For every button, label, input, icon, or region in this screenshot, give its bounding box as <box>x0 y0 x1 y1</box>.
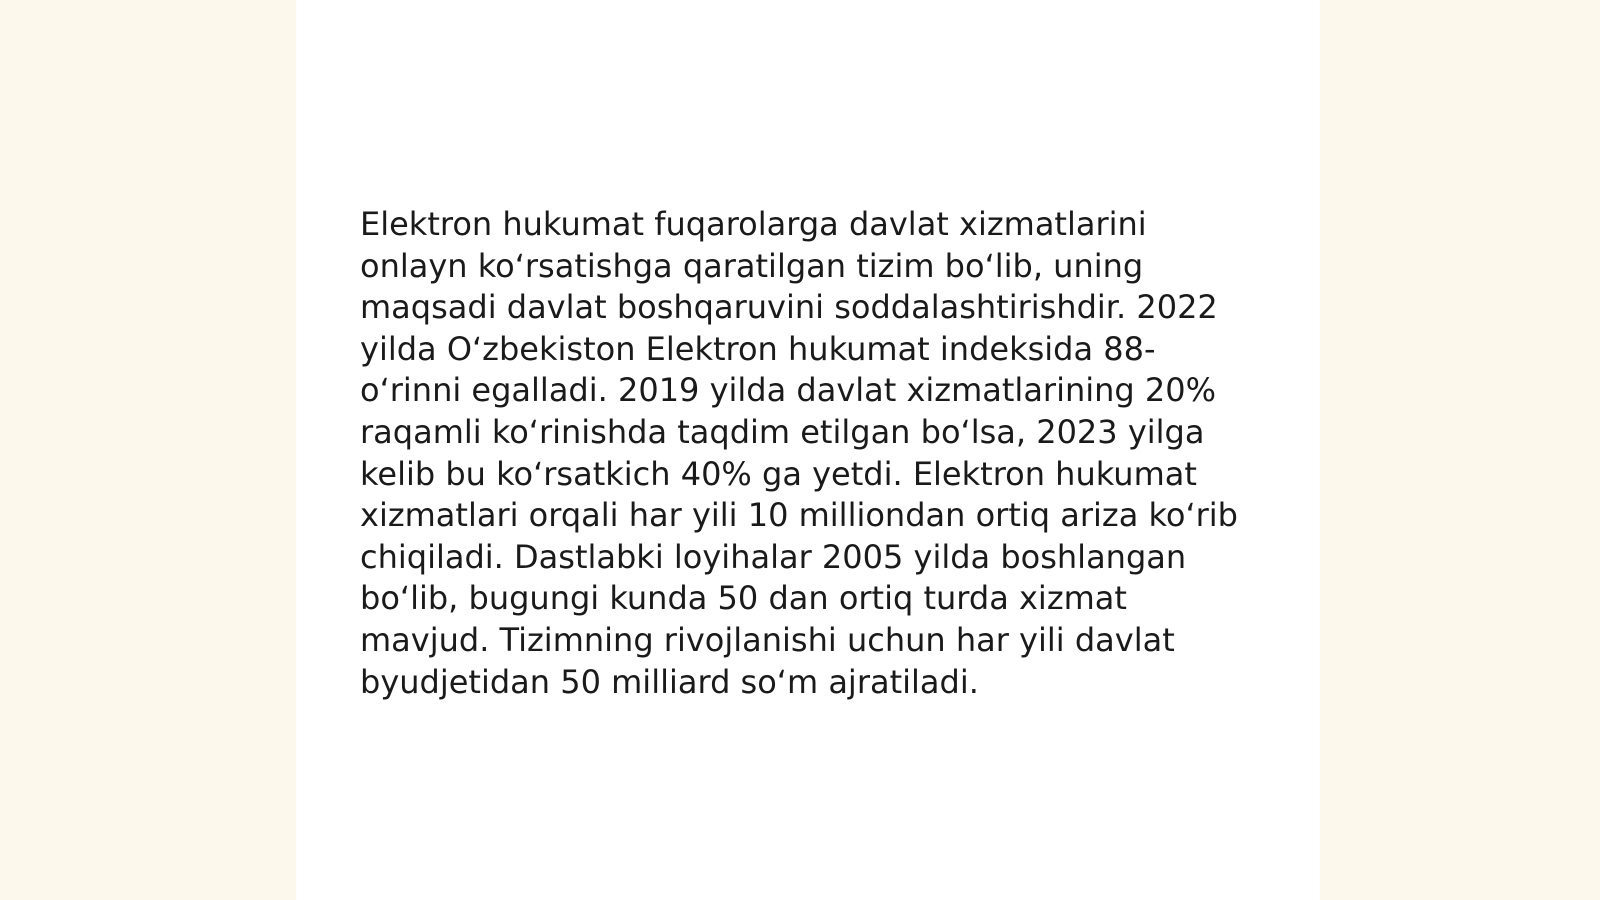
body-paragraph: Elektron hukumat fuqarolarga davlat xizmatlarini onlayn ko‘rsatishga qaratilgan tizim bo‘lib, uning maqsadi davlat boshqaruvini soddalashtirishdir. 2022 yilda O‘zbekiston Elektron hukumat indeksida 88-o‘rinni egalladi. 2019 yilda davlat xizmatlarining 20% raqamli ko‘rinishda taqdim etilgan bo‘lsa, 2023 yilga kelib bu ko‘rsatkich 40% ga yetdi. Elektron hukumat xizmatlari orqali har yili 10 milliondan ortiq ariza ko‘rib chiqiladi. Dastlabki loyihalar 2005 yilda boshlangan bo‘lib, bugungi kunda 50 dan ortiq turda xizmat mavjud. Tizimning rivojlanishi uchun har yili davlat byudjetidan 50 milliard so‘m ajratiladi. <box>360 205 1238 701</box>
left-margin <box>0 0 296 900</box>
document-page <box>296 0 1320 900</box>
right-margin <box>1304 0 1600 900</box>
